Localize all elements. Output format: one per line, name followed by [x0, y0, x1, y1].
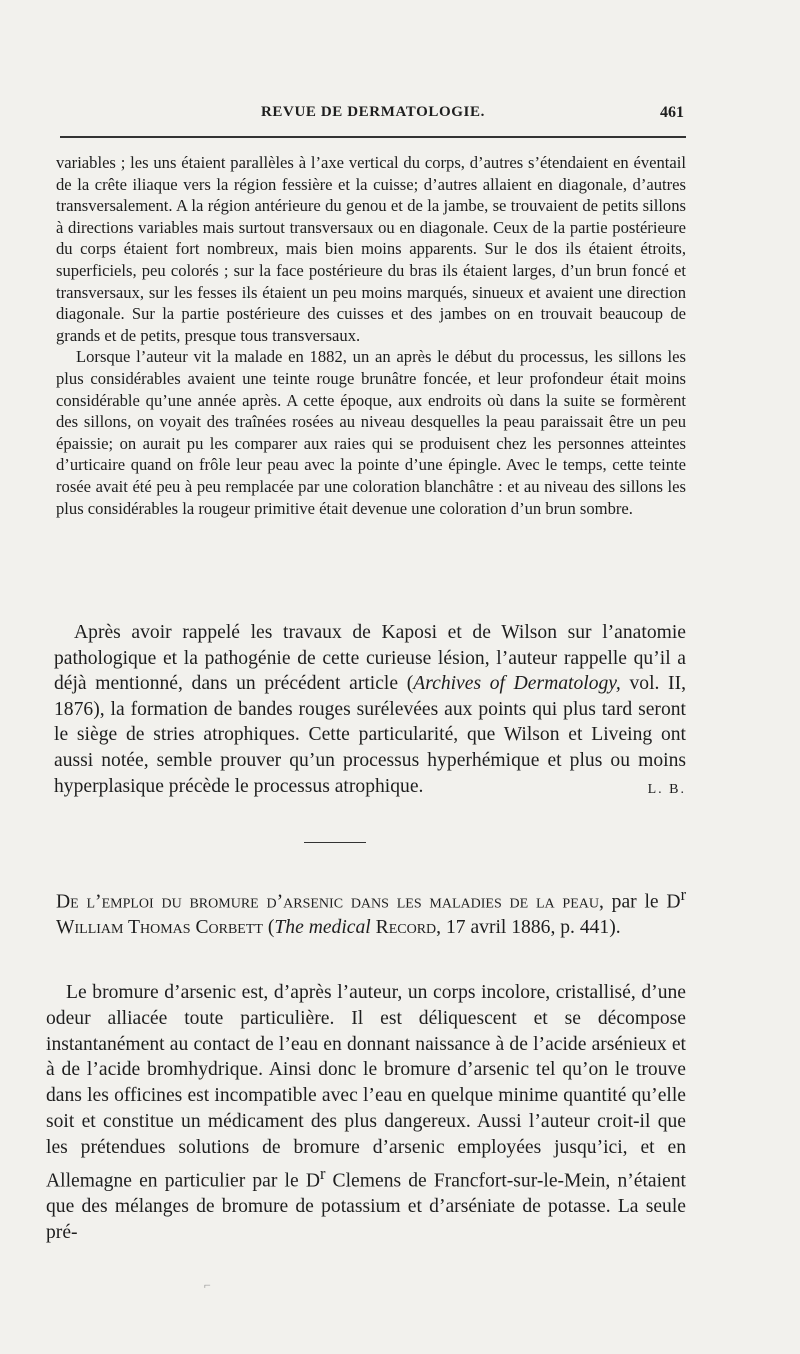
page-number: 461 [660, 104, 684, 121]
source-record: Record, [370, 917, 442, 939]
article-author: William Thomas Corbett [56, 917, 263, 939]
running-header [56, 104, 684, 126]
heading-by: par le D [603, 891, 681, 913]
article-body-sup: r [319, 1163, 326, 1183]
article-body-b: Clemens de Francfort-sur-le-Mein, n’étaient que des mélanges de bromure de potassium et d’arséniate de potasse. La seule pré- [46, 1170, 686, 1243]
article-body-a: Le bromure d’arsenic est, d’après l’auteur, un corps incolore, cristallisé, d’une odeur alliacée toute particulière. Il est déliquescent et se décompose instantanément au contact de l’eau en donnant naissance à de l’acide arsénieux et à de l’acide bromhydrique. Ainsi donc le bromure d’arsenic tel qu’on le trouve dans les officines est incompatible avec l’eau en quelque minime quantité qu’elle soit et constitue un médicament des plus dangereux. Aussi l’auteur croit-il que les prétendues solutions de bromure d’arsenic employées jusqu’ici, et en Allemagne en particulier par le D [46, 982, 686, 1192]
running-title: REVUE DE DERMATOLOGIE. [261, 104, 485, 120]
review-paragraph [54, 620, 686, 802]
small-paragraph-2: Lorsque l’auteur vit la malade en 1882, un an après le début du processus, les sillons les plus considérables avaient une teinte rouge brunâtre foncée, et leur profondeur était moins considérable qu’une année après. A cette époque, aux endroits où dans la suite se formèrent des sillons, on voyait des traînées rosées au niveau desquelles la peau paraissait être un peu épaissie; on aurait pu les comparer aux raies qui se produisent chez les personnes atteintes d’urticaire quand on frôle leur peau avec la pointe d’une épingle. Avec le temps, cette teinte rosée avait été peu à peu remplacée par une coloration blanchâtre : et au niveau des sillons les plus considérables la rougeur primitive était devenue une coloration d’un brun sombre. [56, 347, 686, 518]
review-signature: L. B. [647, 781, 686, 797]
article-body [46, 980, 686, 1246]
heading-dr-sup: r [680, 885, 686, 904]
journal-title: Archives of Dermatology, [413, 673, 621, 695]
header-rule [60, 136, 686, 138]
small-paragraph-1: variables ; les uns étaient parallèles à l’axe vertical du corps, d’autres s’étendaient en éventail de la crête iliaque vers la région fessière et la cuisse; d’autres allaient en diagonale, d’autres transversalement. A la région antérieure du genou et de la jambe, se trouvaient de petits sillons à directions variables mais surtout transversaux ou en diagonale. Ceux de la partie postérieure du corps étaient fort nombreux, mais bien moins apparents. Sur le dos ils étaient étroits, superficiels, peu colorés ; sur la face postérieure du bras ils étaient larges, d’un brun foncé et transversaux, sur les fesses ils étaient un peu moins marqués, sinueux et avaient une direction diagonale. Sur la partie postérieure des cuisses et des jambes on en trouvait beaucoup de grands et de petits, presque tous transversaux. [56, 153, 686, 345]
stray-mark: ⌐ [204, 1278, 211, 1292]
article-title: De l’emploi du bromure d’arsenic dans les maladies de la peau, [56, 891, 604, 913]
open-paren: ( [262, 917, 275, 939]
section-separator [304, 842, 366, 843]
article-heading [56, 882, 686, 941]
review-text-b: vol. II, 1876), la formation de bandes rouges surélevées aux points qui plus tard seront le siège de stries atrophiques. Cette particularité, que Wilson et Liveing ont aussi notée, semble prouver qu’un processus hyperhémique et plus ou moins hyperplasique précède le processus atrophique. [54, 673, 687, 797]
source-italic: The medical [274, 917, 371, 939]
small-print-section [56, 152, 686, 519]
source-rest: 17 avril 1886, p. 441). [441, 917, 621, 939]
review-text-a: Après avoir rappelé les travaux de Kaposi et de Wilson sur l’anatomie pathologique et la pathogénie de cette curieuse lésion, l’auteur rappelle qu’il a déjà mentionné, dans un précédent article ( [54, 622, 686, 695]
